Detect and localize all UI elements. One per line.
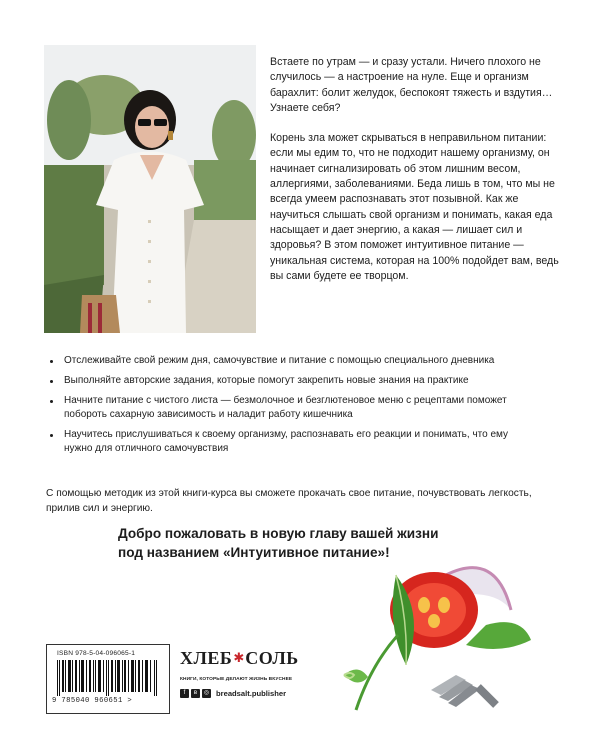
summary-text: С помощью методик из этой книги-курса вы сможете прокачать свое питание, почувствовать легкость, прилив сил и энергию. xyxy=(46,488,532,514)
instagram-icon[interactable]: ◎ xyxy=(203,690,210,696)
list-item: Начните питание с чистого листа — безмолочное и безглютеновое меню с рецептами поможет побороть сахарную зависимость и наладит работу кишечника xyxy=(46,394,536,422)
author-photo-illustration xyxy=(44,45,256,333)
intro-text xyxy=(270,55,570,299)
publisher-logo xyxy=(180,648,300,674)
list-item: Научитесь прислушиваться к своему организму, распознавать его реакции и понимать, что ему нужно для отличного самочувствия xyxy=(46,428,536,456)
list-item: Отслеживайте свой режим дня, самочувствие и питание с помощью специального дневника xyxy=(46,354,536,368)
vk-icon[interactable]: в xyxy=(191,689,200,698)
social-handle[interactable]: breadsalt.publisher xyxy=(216,689,287,698)
welcome-line: под названием «Интуитивное питание»! xyxy=(118,545,390,560)
intro-paragraph: Встаете по утрам — и сразу устали. Ничего плохого не случилось — а настроение на нуле. Еще и организм барахлит: болит желудок, беспокоят тяжесть и вздутия… Узнаете себя? xyxy=(270,56,553,114)
salad-fork-image xyxy=(336,555,546,715)
logo-text-part1: ХЛЕБ xyxy=(180,648,233,668)
social-links xyxy=(180,689,300,698)
author-photo xyxy=(44,45,256,333)
publisher-block xyxy=(180,648,300,698)
intro-paragraph: Корень зла может скрываться в неправильном питании: если мы едим то, что не подходит нашему организму, он начинает сигнализировать об этом лишним весом, аллергиями, заболеваниями. Беда лишь в том, что мы не всегда умеем распознавать этот позывной. Как же научиться слышать свой организм и понимать, какая еда насыщает и дает энергию, а какая — лишает сил и здоровья? В этом поможет интуитивное питание — уникальная система, которая на 100% подойдет вам, ведь вы сами будете ее творцом. xyxy=(270,132,559,282)
publisher-tagline: КНИГИ, КОТОРЫЕ ДЕЛАЮТ ЖИЗНЬ ВКУСНЕЕ xyxy=(180,677,293,682)
facebook-icon[interactable]: f xyxy=(180,689,189,698)
logo-text-part2: СОЛЬ xyxy=(245,648,299,668)
feature-list xyxy=(46,354,536,462)
star-icon: ✱ xyxy=(233,650,245,665)
barcode-digits: 9 785040 960651 > xyxy=(52,697,133,705)
welcome-line: Добро пожаловать в новую главу вашей жизни xyxy=(118,526,439,541)
isbn-label: ISBN 978-5-04-096065-1 xyxy=(57,650,136,657)
barcode xyxy=(57,660,159,696)
isbn-barcode-box xyxy=(46,644,170,714)
list-item: Выполняйте авторские задания, которые помогут закрепить новые знания на практике xyxy=(46,374,536,388)
salad-fork-illustration xyxy=(336,555,546,715)
